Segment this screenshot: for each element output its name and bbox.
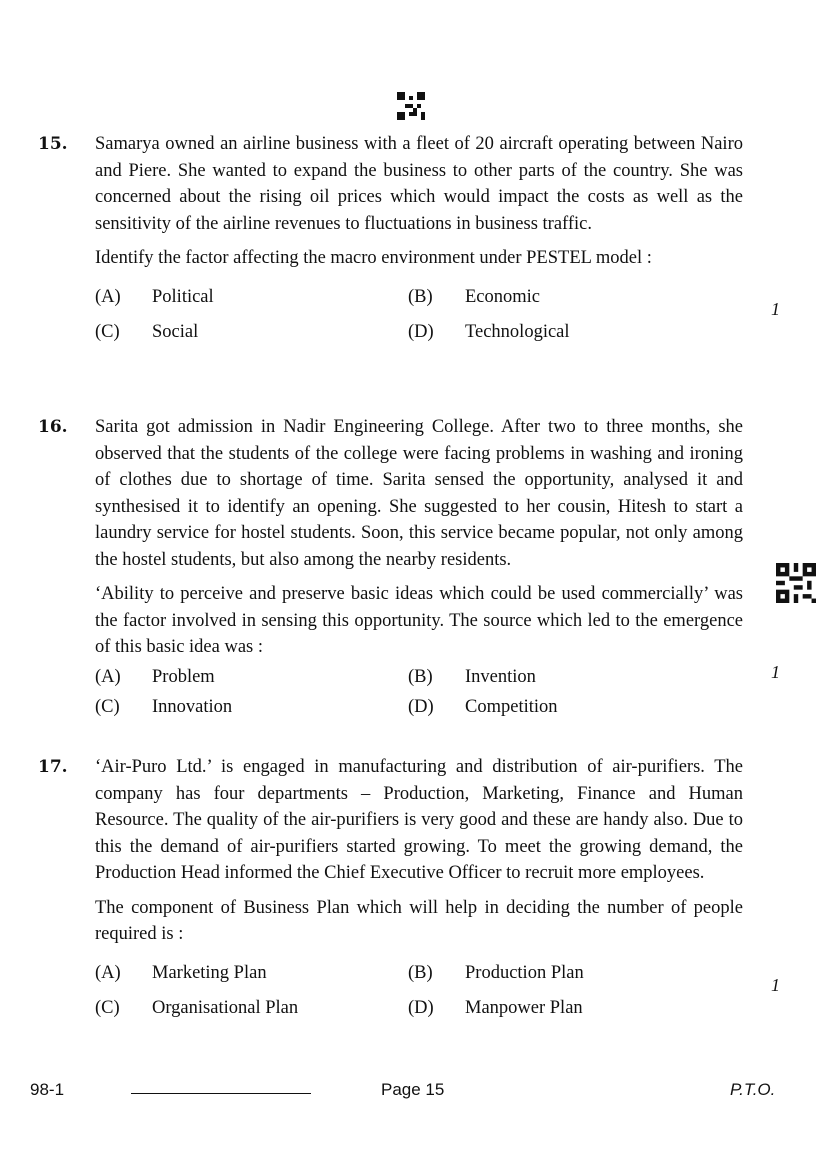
answer-options — [95, 663, 743, 723]
question-15 — [38, 131, 780, 350]
option-c: (C) Organisational Plan — [95, 997, 299, 1018]
option-b: (B) Economic — [408, 286, 541, 307]
option-c: (C) Innovation — [95, 697, 233, 717]
option-a: (A) Political — [95, 286, 214, 307]
qr-code-icon — [397, 92, 425, 120]
question-number: 17. — [38, 757, 68, 777]
please-turn-over: P.T.O. — [730, 1080, 776, 1099]
question-marks: 1 — [771, 662, 780, 682]
option-a: (A) Marketing Plan — [95, 962, 267, 983]
question-prompt: ‘Ability to perceive and preserve basic ideas which could be used commercially’ was the factor involved in sensing this opportunity. The source which led to the emergence of this basic idea was : — [95, 584, 743, 657]
option-d: (D) Technological — [408, 321, 570, 342]
answer-options — [95, 280, 743, 350]
question-16 — [38, 414, 780, 723]
option-b: (B) Production Plan — [408, 962, 584, 983]
question-stem: Sarita got admission in Nadir Engineering College. After two to three months, she observed that the students of the college were facing problems in washing and ironing of clothes due to shortage of time. Sarita sensed the opportunity, analysed it and synthesised it to identify an opening. She suggested to her cousin, Hitesh to start a laundry service for hostel students. Soon, this service became popular, not only among the hostel students, but also among the nearby residents. — [95, 417, 743, 570]
paper-code: 98-1 — [30, 1080, 65, 1099]
question-marks: 1 — [771, 975, 780, 995]
question-prompt: Identify the factor affecting the macro environment under PESTEL model : — [95, 248, 652, 268]
answer-options — [95, 956, 743, 1026]
question-prompt: The component of Business Plan which will help in deciding the number of people required is : — [95, 897, 743, 944]
option-b: (B) Invention — [408, 667, 536, 687]
option-d: (D) Manpower Plan — [408, 997, 583, 1018]
page-number: Page 15 — [381, 1080, 445, 1099]
footer-divider — [131, 1093, 311, 1094]
question-number: 15. — [38, 134, 68, 154]
question-marks: 1 — [771, 299, 780, 319]
page-footer — [0, 1080, 827, 1104]
qr-code-icon — [776, 563, 816, 603]
option-d: (D) Competition — [408, 697, 558, 717]
question-number: 16. — [38, 417, 68, 437]
question-stem: ‘Air-Puro Ltd.’ is engaged in manufacturing and distribution of air-purifiers. The company has four departments – Production, Marketing, Finance and Human Resource. The quality of the air-purifiers is very good and these are handy also. Due to this the demand of air-purifiers started growing. To meet the growing demand, the Production Head informed the Chief Executive Officer to recruit more employees. — [95, 757, 743, 883]
question-17 — [38, 754, 780, 1026]
option-c: (C) Social — [95, 321, 199, 342]
option-a: (A) Problem — [95, 667, 215, 687]
question-stem: Samarya owned an airline business with a fleet of 20 aircraft operating between Nairo and Piere. She wanted to expand the business to other parts of the country. She was concerned about the rising oil prices which would impact the costs as well as the sensitivity of the airline revenues to fluctuations in business traffic. — [95, 134, 743, 234]
